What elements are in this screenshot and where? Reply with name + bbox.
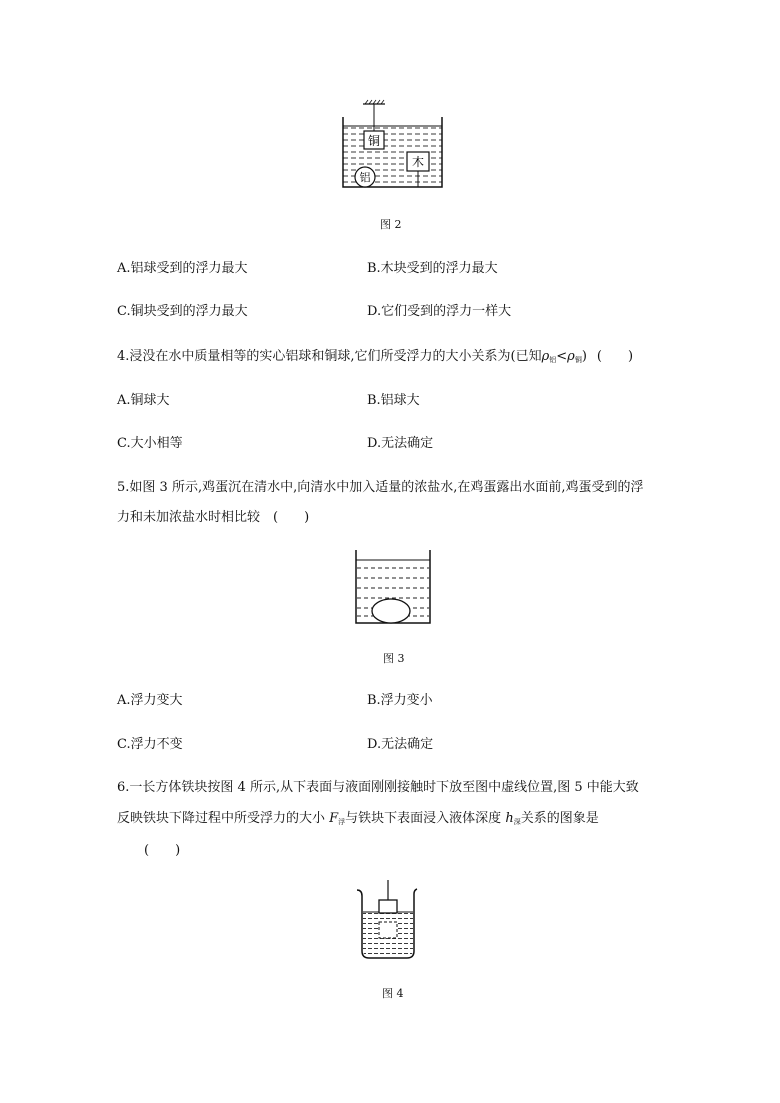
- iron-block: [379, 900, 397, 913]
- q6-stem-line1: 6.一长方体铁块按图 4 所示,从下表面与液面刚刚接触时下放至图中虚线位置,图 5 中能大致: [117, 780, 639, 795]
- q3-option-c: C.铜块受到的浮力最大: [117, 304, 248, 319]
- q3-option-a: A.铝球受到的浮力最大: [117, 261, 248, 276]
- q4-stem: 4.浸没在水中质量相等的实心铝球和铜球,它们所受浮力的大小关系为(已知$\rho_铝<\rho_铜$) ( ): [117, 349, 634, 364]
- q4-option-d: D.无法确定: [367, 436, 434, 451]
- figure-2: [335, 95, 450, 195]
- iron-block-final-position: [379, 922, 397, 938]
- ceiling-support: [363, 100, 385, 104]
- q3-option-d: D.它们受到的浮力一样大: [367, 304, 512, 319]
- q5-option-c: C.浮力不变: [117, 737, 183, 752]
- q6-stem-line2: 反映铁块下降过程中所受浮力的大小 $F_浮$与铁块下表面浸入液体深度 $h_深$关系的图象是: [117, 811, 599, 826]
- egg: [372, 599, 410, 623]
- aluminum-label: 铝: [359, 171, 371, 184]
- figure-3: [354, 548, 432, 626]
- q5-option-b: B.浮力变小: [367, 693, 433, 708]
- q4-option-c: C.大小相等: [117, 436, 183, 451]
- figure-2-caption: 图 2: [380, 218, 402, 231]
- copper-label: 铜: [367, 134, 381, 148]
- q6-answer-blank: ( ): [144, 843, 181, 858]
- figure-4: [350, 876, 424, 962]
- q5-option-a: A.浮力变大: [117, 693, 183, 708]
- q5-stem-line2: 力和未加浓盐水时相比较 ( ): [117, 510, 310, 525]
- figure-4-caption: 图 4: [382, 987, 404, 1000]
- q3-option-b: B.木块受到的浮力最大: [367, 261, 498, 276]
- q5-stem-line1: 5.如图 3 所示,鸡蛋沉在清水中,向清水中加入适量的浓盐水,在鸡蛋露出水面前,鸡蛋受到的浮: [117, 480, 644, 495]
- q4-option-a: A.铜球大: [117, 393, 170, 408]
- figure-3-caption: 图 3: [383, 652, 405, 665]
- wood-label: 木: [411, 155, 425, 169]
- q5-option-d: D.无法确定: [367, 737, 434, 752]
- q4-option-b: B.铝球大: [367, 393, 420, 408]
